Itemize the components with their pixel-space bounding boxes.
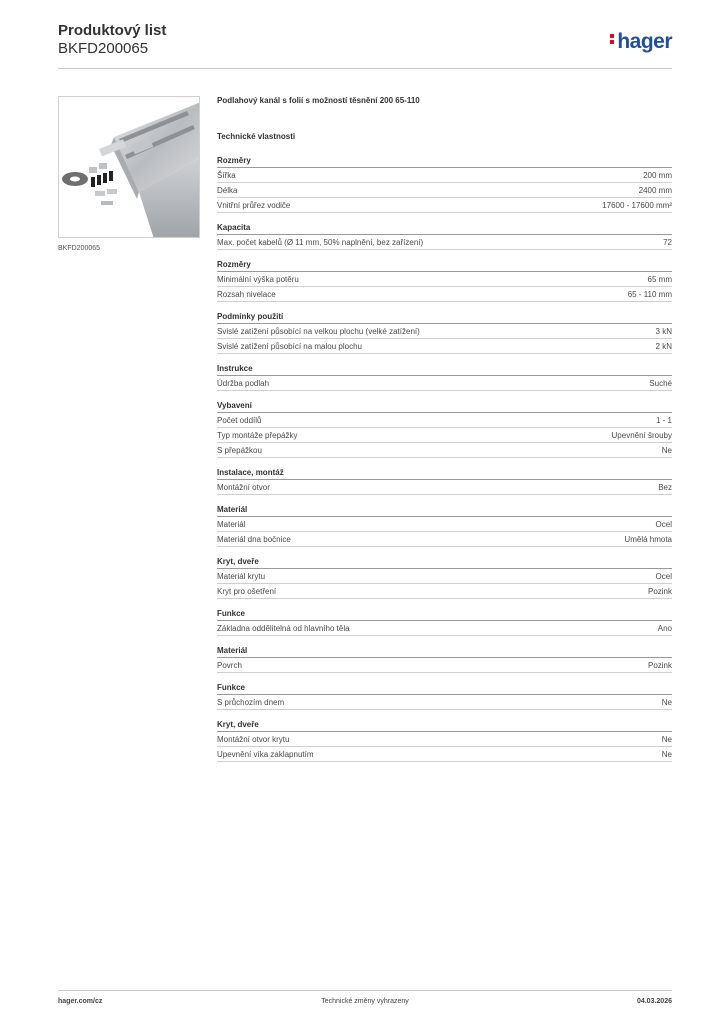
footer-divider: [58, 990, 672, 991]
footer-note: Technické změny vyhrazeny: [321, 998, 409, 1005]
spec-group-title: Materiál: [217, 504, 672, 517]
spec-group: [217, 556, 672, 599]
product-image: [58, 96, 200, 238]
spec-row: [217, 287, 672, 302]
spec-group: [217, 467, 672, 495]
spec-row: [217, 272, 672, 287]
spec-value: 65 mm: [647, 275, 672, 284]
spec-value: Ocel: [655, 520, 672, 529]
spec-value: Umělá hmota: [624, 535, 672, 544]
spec-row: [217, 376, 672, 391]
spec-value: Pozink: [647, 661, 672, 670]
spec-value: 65 - 110 mm: [627, 290, 672, 299]
spec-value: 3 kN: [655, 327, 672, 336]
spec-label: Typ montáže přepážky: [217, 431, 298, 440]
page-header: [58, 22, 672, 70]
spec-value: Bez: [658, 483, 672, 492]
spec-label: Délka: [217, 186, 238, 195]
spec-row: [217, 732, 672, 747]
spec-group-title: Podmínky použití: [217, 311, 672, 324]
spec-row: [217, 584, 672, 599]
spec-row: [217, 339, 672, 354]
spec-label: S průchozím dnem: [217, 698, 285, 707]
spec-group: [217, 222, 672, 250]
spec-group: [217, 400, 672, 458]
spec-row: [217, 569, 672, 584]
spec-value: Ne: [661, 446, 672, 455]
spec-value: 2 kN: [655, 342, 672, 351]
spec-group: [217, 259, 672, 302]
spec-group-title: Kryt, dveře: [217, 556, 672, 569]
spec-label: Materiál: [217, 520, 246, 529]
website-link[interactable]: hager.com/cz: [58, 998, 103, 1005]
spec-value: 2400 mm: [638, 186, 672, 195]
spec-value: Suché: [649, 379, 672, 388]
spec-group-title: Instalace, montáž: [217, 467, 672, 480]
spec-group-title: Instrukce: [217, 363, 672, 376]
spec-row: [217, 183, 672, 198]
spec-row: [217, 198, 672, 213]
spec-row: [217, 517, 672, 532]
spec-value: 200 mm: [643, 171, 672, 180]
spec-label: Šířka: [217, 171, 236, 180]
spec-group-title: Kryt, dveře: [217, 719, 672, 732]
spec-value: 1 - 1: [655, 416, 672, 425]
spec-label: Upevnění víka zaklapnutím: [217, 750, 314, 759]
spec-group: [217, 155, 672, 213]
spec-label: Minimální výška potěru: [217, 275, 299, 284]
spec-value: Ne: [661, 735, 672, 744]
spec-group-title: Funkce: [217, 608, 672, 621]
spec-group-title: Materiál: [217, 645, 672, 658]
spec-row: [217, 532, 672, 547]
spec-group-title: Funkce: [217, 682, 672, 695]
spec-row: [217, 658, 672, 673]
page-footer: [58, 998, 672, 1010]
image-caption: BKFD200065: [58, 245, 101, 252]
product-specs: [217, 96, 672, 762]
spec-row: [217, 443, 672, 458]
product-code: BKFD200065: [58, 40, 149, 57]
spec-row: [217, 235, 672, 250]
spec-label: Max. počet kabelů (Ø 11 mm, 50% naplnění, bez zařízení): [217, 238, 424, 247]
spec-label: Základna oddělitelná od hlavního těla: [217, 624, 350, 633]
spec-value: Ano: [657, 624, 672, 633]
spec-group: [217, 608, 672, 636]
document-title: Produktový list: [58, 22, 167, 39]
spec-value: Ne: [661, 750, 672, 759]
spec-row: [217, 168, 672, 183]
spec-value: Ocel: [655, 572, 672, 581]
spec-label: Počet oddílů: [217, 416, 262, 425]
spec-group: [217, 645, 672, 673]
spec-label: Svislé zatížení působící na velkou plochu (velké zatížení): [217, 327, 420, 336]
logo-dots-icon: [610, 32, 615, 46]
spec-group: [217, 682, 672, 710]
logo-text: hager: [617, 30, 672, 53]
spec-label: Rozsah nivelace: [217, 290, 276, 299]
spec-label: Montážní otvor krytu: [217, 735, 290, 744]
spec-group: [217, 719, 672, 762]
header-divider: [58, 68, 672, 69]
spec-row: [217, 747, 672, 762]
spec-row: [217, 621, 672, 636]
footer-date: 04.03.2026: [636, 998, 672, 1005]
spec-label: Materiál dna bočnice: [217, 535, 291, 544]
spec-row: [217, 324, 672, 339]
spec-label: S přepážkou: [217, 446, 262, 455]
spec-group-title: Rozměry: [217, 259, 672, 272]
spec-value: Pozink: [647, 587, 672, 596]
spec-label: Svislé zatížení působící na malou plochu: [217, 342, 362, 351]
spec-row: [217, 413, 672, 428]
hager-logo: [610, 30, 672, 54]
spec-value: 72: [663, 238, 672, 247]
spec-label: Vnitřní průřez vodiče: [217, 201, 291, 210]
spec-groups: [217, 155, 672, 762]
floor-channel-illustration-icon: [59, 97, 200, 238]
spec-label: Povrch: [217, 661, 242, 670]
spec-value: 17600 - 17600 mm²: [602, 201, 672, 210]
spec-group: [217, 504, 672, 547]
spec-group: [217, 311, 672, 354]
spec-label: Montážní otvor: [217, 483, 270, 492]
spec-label: Kryt pro ošetření: [217, 587, 277, 596]
spec-row: [217, 695, 672, 710]
spec-group-title: Rozměry: [217, 155, 672, 168]
section-heading: Technické vlastnosti: [217, 132, 296, 141]
spec-label: Materiál krytu: [217, 572, 266, 581]
spec-group-title: Kapacita: [217, 222, 672, 235]
spec-label: Údržba podlah: [217, 379, 270, 388]
spec-value: Ne: [661, 698, 672, 707]
product-name: Podlahový kanál s folií s možností těsnění 200 65-110: [217, 96, 420, 105]
spec-value: Upevnění šrouby: [611, 431, 672, 440]
spec-row: [217, 428, 672, 443]
spec-group: [217, 363, 672, 391]
spec-row: [217, 480, 672, 495]
spec-group-title: Vybavení: [217, 400, 672, 413]
